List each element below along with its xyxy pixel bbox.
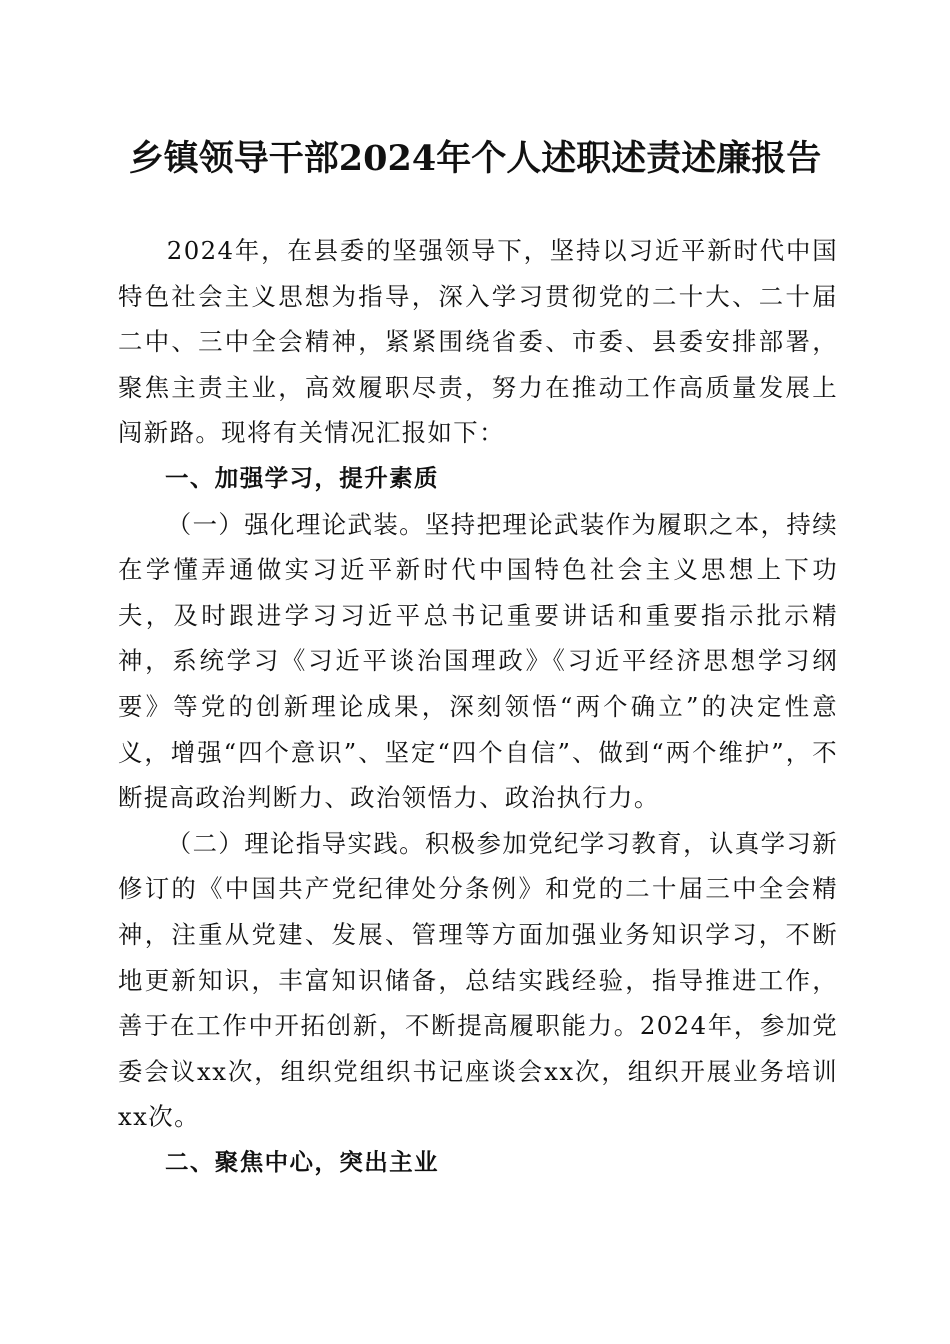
paragraph-lead: （二）理论指导实践。: [166, 828, 425, 858]
section-heading-2: 二、聚焦中心，突出主业: [165, 1147, 439, 1176]
section-1-paragraph-1: [118, 502, 838, 821]
paragraph-text: 坚持把理论武装作为履职之本，持续在学懂弄通做实习近平新时代中国特色社会主义思想上下功夫，及时跟进学习习近平总书记重要讲话和重要指示批示精神，系统学习《习近平谈治国理政》《习近平经济思想学习纲要》等党的创新理论成果，深刻领悟“两个确立”的决定性意义，增强“四个意识”、坚定“四个自信”、做到“两个维护”，不断提高政治判断力、政治领悟力、政治执行力。: [118, 509, 838, 813]
intro-paragraph: 2024年，在县委的坚强领导下，坚持以习近平新时代中国特色社会主义思想为指导，深入学习贯彻党的二十大、二十届二中、三中全会精神，紧紧围绕省委、市委、县委安排部署，聚焦主责主业，高效履职尽责，努力在推动工作高质量发展上闯新路。现将有关情况汇报如下：: [118, 236, 838, 448]
document-title: 乡镇领导干部2024年个人述职述责述廉报告: [128, 138, 822, 179]
section-heading-1: 一、加强学习，提升素质: [165, 463, 439, 492]
document-body: [118, 228, 838, 1185]
paragraph-lead: （一）强化理论武装。: [166, 509, 425, 539]
paragraph-text: 积极参加党纪学习教育，认真学习新修订的《中国共产党纪律处分条例》和党的二十届三中全会精神，注重从党建、发展、管理等方面加强业务知识学习，不断地更新知识，丰富知识储备，总结实践经验，指导推进工作，善于在工作中开拓创新，不断提高履职能力。2024年，参加党委会议xx次，组织党组织书记座谈会xx次，组织开展业务培训xx次。: [118, 828, 838, 1132]
section-1-paragraph-2: [118, 821, 838, 1140]
